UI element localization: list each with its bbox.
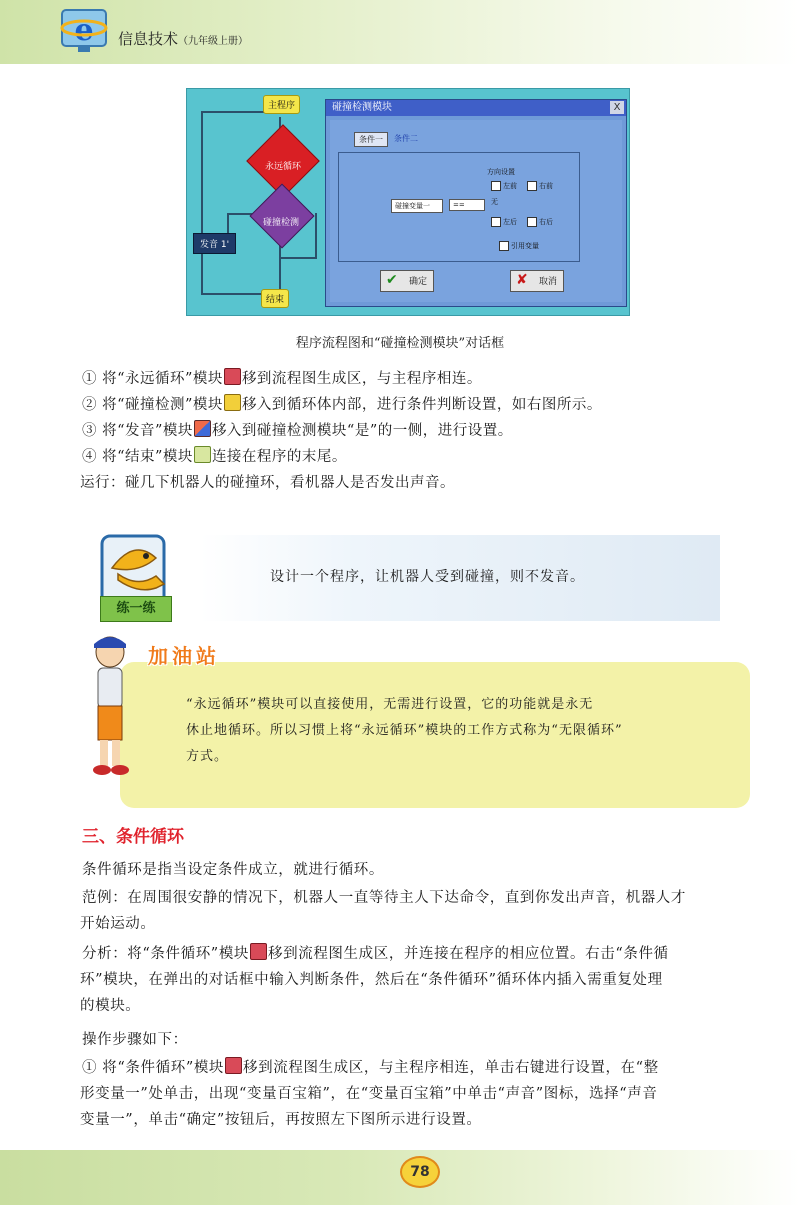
book-subtitle: （九年级上册） (178, 36, 249, 47)
tip-title: 加油站 (148, 644, 220, 668)
steps-intro: 操作步骤如下： (82, 1032, 188, 1048)
flow-sound-label: 发音 1' (200, 240, 230, 250)
right-front-checkbox[interactable] (527, 181, 537, 191)
step-text: 移入到循环体内部，进行条件判断设置，如右图所示。 (241, 397, 602, 413)
tip-line: 休止地循环。所以习惯上将“永远循环”模块的工作方式称为“无限循环” (186, 723, 623, 738)
flow-main-label: 主程序 (268, 101, 296, 111)
left-front-label: 左前 (503, 182, 517, 190)
step-number: ③ (82, 423, 97, 439)
flow-main-block[interactable] (263, 95, 300, 114)
dialog-title: 碰撞检测模块 (332, 102, 392, 113)
right-back-label: 右后 (539, 218, 553, 226)
analysis-line-2: 环”模块，在弹出的对话框中输入判断条件，然后在“条件循环”循环体内插入需重复处理 (80, 972, 663, 988)
step-number: ② (82, 397, 97, 413)
cross-icon: ✘ (516, 272, 528, 288)
cancel-button-label: 取消 (538, 277, 557, 287)
example-line-2: 开始运动。 (80, 916, 156, 932)
practice-label: 练一练 (100, 596, 172, 622)
flow-sound-block[interactable] (193, 233, 236, 254)
conditional-loop-icon (250, 943, 267, 960)
close-icon[interactable]: X (610, 101, 624, 114)
step-text: 将“结束”模块 (102, 449, 193, 465)
step-text: 将“碰撞检测”模块 (102, 397, 223, 413)
practice-text: 设计一个程序，让机器人受到碰撞，则不发音。 (270, 569, 585, 585)
dialog-body (330, 120, 622, 302)
reference-variable-checkbox[interactable] (499, 241, 509, 251)
conditional-loop-icon (225, 1057, 242, 1074)
ie-logo-icon (60, 8, 114, 56)
step-text: 将“永远循环”模块 (102, 371, 223, 387)
example-line-1: 范例：在周围很安静的情况下，机器人一直等待主人下达命令，直到你发出声音，机器人才 (82, 890, 686, 906)
step-3 (82, 420, 513, 442)
collision-variable-field[interactable]: 碰撞变量一 (391, 199, 443, 213)
step-1 (82, 368, 482, 390)
direction-none-label: 无 (491, 198, 498, 206)
boy-mascot-icon (80, 630, 140, 780)
forever-loop-icon (224, 368, 241, 385)
procedure-line-1 (82, 1056, 778, 1080)
flow-connector (279, 257, 315, 259)
procedure-line-3: 变量一”，单击“确定”按钮后，再按照左下图所示进行设置。 (80, 1112, 482, 1128)
procedure-line-2: 形变量一”处单击，出现“变量百宝箱”，在“变量百宝箱”中单击“声音”图标，选择“声音 (80, 1086, 658, 1102)
section-paragraph: 条件循环是指当设定条件成立，就进行循环。 (82, 862, 384, 878)
flow-connector (201, 111, 265, 113)
check-icon: ✔ (386, 272, 398, 288)
tab-condition-1[interactable]: 条件一 (354, 132, 388, 147)
procedure-text: 移到流程图生成区，与主程序相连，单击右键进行设置，在“整 (243, 1060, 659, 1076)
collision-detect-icon (224, 394, 241, 411)
step-number: ① (82, 371, 97, 387)
section-title: 三、条件循环 (82, 827, 184, 847)
flow-connector (315, 213, 317, 259)
figure-caption: 程序流程图和“碰撞检测模块”对话框 (295, 336, 505, 351)
dialog-title-bar (326, 100, 626, 116)
step-4 (82, 446, 347, 468)
collision-dialog (325, 99, 627, 307)
tab-condition-2[interactable]: 条件二 (394, 134, 418, 143)
left-front-checkbox[interactable] (491, 181, 501, 191)
tip-text (186, 692, 696, 770)
flow-end-label: 结束 (266, 295, 285, 305)
flow-end-block[interactable] (261, 289, 289, 308)
page-footer (0, 1150, 800, 1205)
ok-button-label: 确定 (408, 277, 427, 287)
left-back-label: 左后 (503, 218, 517, 226)
left-back-checkbox[interactable] (491, 217, 501, 227)
page-number: 78 (400, 1156, 440, 1188)
book-title-text: 信息技术 (118, 30, 179, 48)
analysis-line-3: 的模块。 (80, 998, 141, 1014)
condition-panel (338, 152, 580, 262)
flow-connector (201, 111, 203, 295)
flowchart-screenshot (186, 88, 630, 316)
flow-collide-label: 碰撞检测 (263, 218, 300, 228)
sound-icon (194, 420, 211, 437)
right-back-checkbox[interactable] (527, 217, 537, 227)
tip-line: 方式。 (186, 749, 229, 764)
analysis-line-1 (82, 942, 778, 966)
step-number: ④ (82, 449, 97, 465)
svg-text:e: e (74, 13, 94, 48)
right-front-label: 右前 (539, 182, 553, 190)
direction-title: 方向设置 (487, 168, 515, 176)
operator-select[interactable]: == (449, 199, 485, 211)
step-text: 移入到碰撞检测模块“是”的一侧，进行设置。 (211, 423, 513, 439)
flow-loop-label: 永远循环 (265, 162, 302, 172)
flow-connector (201, 293, 265, 295)
reference-variable-label: 引用变量 (511, 242, 539, 250)
end-block-icon (194, 446, 211, 463)
step-text: 将“发音”模块 (102, 423, 193, 439)
tip-line: “永远循环”模块可以直接使用，无需进行设置，它的功能就是永无 (186, 697, 594, 712)
analysis-text: 分析：将“条件循环”模块 (82, 946, 250, 962)
procedure-text: ① 将“条件循环”模块 (82, 1060, 225, 1076)
run-instruction: 运行：碰几下机器人的碰撞环，看机器人是否发出声音。 (80, 475, 455, 491)
analysis-text: 移到流程图生成区，并连接在程序的相应位置。右击“条件循 (268, 946, 669, 962)
step-2 (82, 394, 602, 416)
book-title (118, 28, 248, 49)
step-text: 移到流程图生成区，与主程序相连。 (241, 371, 482, 387)
step-text: 连接在程序的末尾。 (211, 449, 347, 465)
